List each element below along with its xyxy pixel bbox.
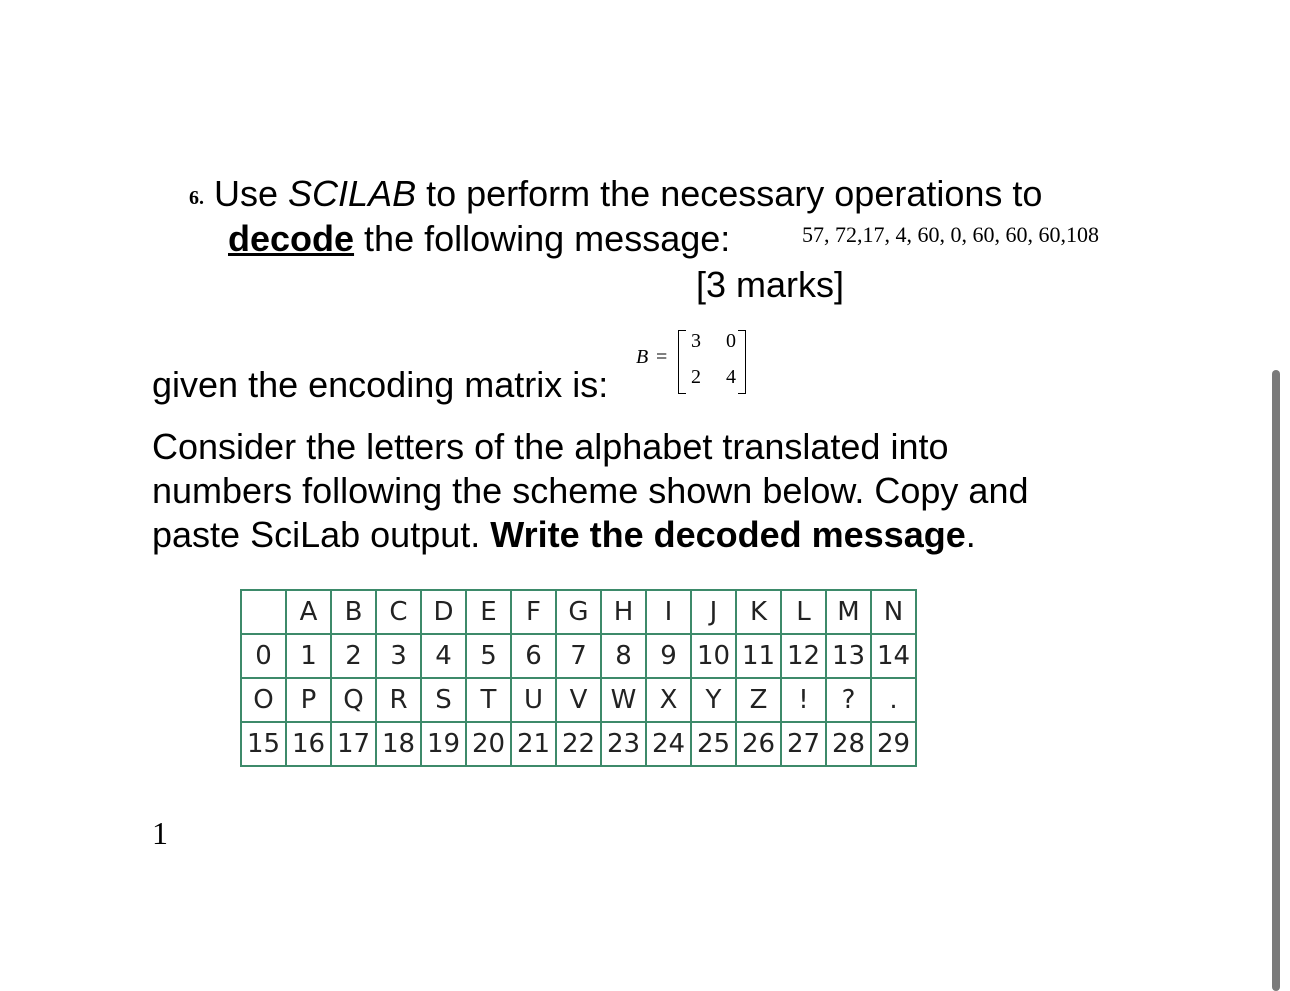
table-cell: 4 <box>421 634 466 678</box>
table-cell: 2 <box>331 634 376 678</box>
table-cell: 6 <box>511 634 556 678</box>
table-cell: O <box>241 678 286 722</box>
table-cell: 11 <box>736 634 781 678</box>
matrix-cell-r2c2: 4 <box>726 366 736 388</box>
table-cell: V <box>556 678 601 722</box>
table-cell: F <box>511 590 556 634</box>
table-cell: 27 <box>781 722 826 766</box>
table-cell: S <box>421 678 466 722</box>
table-cell: 9 <box>646 634 691 678</box>
table-cell: R <box>376 678 421 722</box>
matrix-left-bracket <box>678 330 686 394</box>
table-cell: A <box>286 590 331 634</box>
table-cell: G <box>556 590 601 634</box>
table-cell: H <box>601 590 646 634</box>
table-cell: 20 <box>466 722 511 766</box>
table-cell: 3 <box>376 634 421 678</box>
table-cell: 12 <box>781 634 826 678</box>
decoded-message-instruction: Write the decoded message <box>490 514 966 555</box>
table-cell: 15 <box>241 722 286 766</box>
alphabet-number-table <box>240 589 917 767</box>
question-number: 6. <box>189 187 204 209</box>
table-cell: 14 <box>871 634 916 678</box>
line2-post: the following message: <box>354 218 731 259</box>
table-cell: L <box>781 590 826 634</box>
table-cell <box>241 590 286 634</box>
table-cell: 28 <box>826 722 871 766</box>
table-cell: K <box>736 590 781 634</box>
question-line-1 <box>214 173 1042 215</box>
table-row <box>241 590 916 634</box>
table-cell: 25 <box>691 722 736 766</box>
table-cell: 10 <box>691 634 736 678</box>
table-cell: 22 <box>556 722 601 766</box>
matrix-equals: = <box>656 346 668 368</box>
line1-pre: Use <box>214 173 289 214</box>
matrix-cell-r1c2: 0 <box>726 330 736 352</box>
encoding-matrix <box>636 330 756 400</box>
question-line-2 <box>228 218 730 260</box>
table-cell: ! <box>781 678 826 722</box>
table-row <box>241 678 916 722</box>
table-cell: 1 <box>286 634 331 678</box>
matrix-label: B <box>636 346 649 368</box>
table-cell: J <box>691 590 736 634</box>
table-cell: Y <box>691 678 736 722</box>
para-line-2: numbers following the scheme shown below. Copy and <box>152 470 1029 511</box>
table-cell: M <box>826 590 871 634</box>
table-cell: D <box>421 590 466 634</box>
table-cell: W <box>601 678 646 722</box>
table-cell: N <box>871 590 916 634</box>
table-cell: 21 <box>511 722 556 766</box>
table-row <box>241 722 916 766</box>
table-cell: T <box>466 678 511 722</box>
table-cell: 19 <box>421 722 466 766</box>
table-cell: Z <box>736 678 781 722</box>
instructions-paragraph <box>152 425 1029 557</box>
table-cell: B <box>331 590 376 634</box>
table-cell: 17 <box>331 722 376 766</box>
scilab-text: SCILAB <box>288 173 417 214</box>
table-cell: . <box>871 678 916 722</box>
table-cell: 7 <box>556 634 601 678</box>
table-cell: 23 <box>601 722 646 766</box>
given-text: given the encoding matrix is: <box>152 364 609 405</box>
table-cell: 8 <box>601 634 646 678</box>
table-cell: ? <box>826 678 871 722</box>
para-line-3-post: . <box>965 514 976 555</box>
vertical-scrollbar[interactable] <box>1272 370 1280 991</box>
encoded-message: 57, 72,17, 4, 60, 0, 60, 60, 60,108 <box>802 222 1099 247</box>
table-cell: 16 <box>286 722 331 766</box>
table-cell: X <box>646 678 691 722</box>
para-line-3-pre: paste SciLab output. <box>152 514 491 555</box>
para-line-3 <box>152 513 1029 557</box>
table-cell: 5 <box>466 634 511 678</box>
decode-text: decode <box>228 218 355 259</box>
table-cell: 13 <box>826 634 871 678</box>
table-cell: 24 <box>646 722 691 766</box>
table-cell: 29 <box>871 722 916 766</box>
table-cell: 18 <box>376 722 421 766</box>
table-cell: 0 <box>241 634 286 678</box>
line1-post: to perform the necessary operations to <box>416 173 1043 214</box>
table-cell: E <box>466 590 511 634</box>
table-cell: 26 <box>736 722 781 766</box>
table-cell: C <box>376 590 421 634</box>
matrix-cell-r2c1: 2 <box>691 366 701 388</box>
marks-label: [3 marks] <box>696 264 845 305</box>
table-row <box>241 634 916 678</box>
table-cell: U <box>511 678 556 722</box>
table-cell: I <box>646 590 691 634</box>
para-line-1: Consider the letters of the alphabet translated into <box>152 426 949 467</box>
table-cell: P <box>286 678 331 722</box>
matrix-cell-r1c1: 3 <box>691 330 701 352</box>
page-number: 1 <box>152 815 168 851</box>
table-cell: Q <box>331 678 376 722</box>
